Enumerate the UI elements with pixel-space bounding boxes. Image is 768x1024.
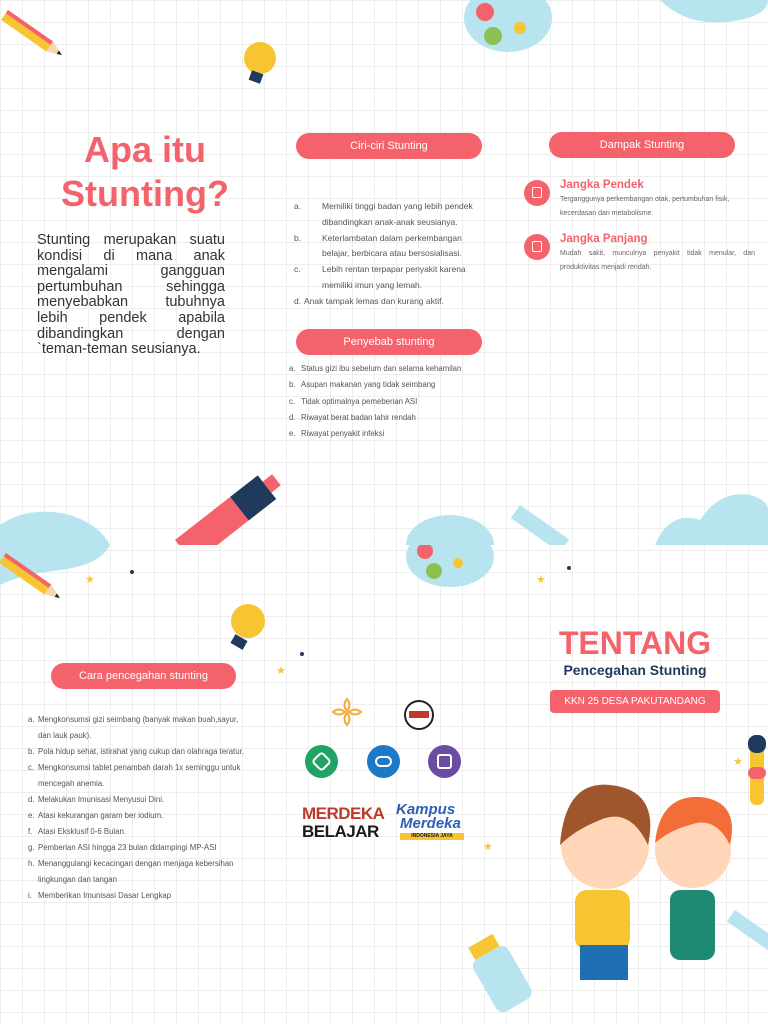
list-item: e. Riwayat penyakit infeksi [289,429,385,439]
penyebab-heading: Penyebab stunting [296,329,482,355]
list-item: e. Atasi kekurangan garam ber iodium. [28,811,164,820]
marker-icon [175,468,286,545]
lightbulb-icon [244,42,276,84]
list-item: i. Memberikan Imunisasi Dasar Lengkap [28,891,172,900]
dampak-item-text: Mudah sakit, munculnya penyakit tidak menular, dan produktivitas menjadi rendah. [560,250,755,271]
cloud-blob [655,494,768,545]
cloud-blob [660,0,768,23]
abacus-icon [748,735,766,805]
list-item: d. Anak tampak lemas dan kurang aktif. [294,295,444,306]
star-icon: ★ [733,756,743,768]
list-item: b. Asupan makanan yang tidak seimbang [289,380,436,390]
list-item: c. Tidak optimalnya pemeberian ASI [289,396,418,406]
program-logo-icon [305,745,338,778]
star-icon: ★ [276,665,286,677]
cover-subtitle: Pencegahan Stunting [563,662,707,678]
dampak-item-title: Jangka Panjang [560,233,648,245]
list-item: c. Lebih rentan terpapar penyakit karena memiliki imun yang lemah. [294,264,466,290]
title-line-2: Stunting? [61,173,229,214]
ciri-heading: Ciri-ciri Stunting [296,133,482,159]
list-item: a. Mengkonsumsi gizi seimbang (banyak makan buah,sayur, dan lauk pauk). [28,715,239,740]
intro-text: Stunting merupakan suatu kondisi di mana anak mengalami gangguan pertumbuhan sehingga menyebabkan tubuhnya lebih pendek apabila dibandingkan dengan `teman-teman seusianya. [37,232,225,358]
kampus-merdeka-logo [396,803,476,840]
cloud-blob [0,512,110,545]
list-item: a. Memiliki tinggi badan yang lebih pendek dibandingkan anak-anak seusianya. [294,201,473,227]
paint-palette-icon [464,0,552,52]
lightbulb-icon [230,604,265,650]
dampak-item-text: Terganggunya perkembangan otak, pertumbuhan fisik, kecerdasan dan metabolisme. [560,196,730,217]
dampak-heading: Dampak Stunting [549,132,735,158]
program-logo-icon [367,745,400,778]
star-icon: ★ [536,574,546,586]
kkn-badge: KKN 25 DESA PAKUTANDANG [550,690,720,713]
list-item: b. Keterlambatan dalam perkembangan belajar, berbicara atau bersosialisasi. [294,232,462,259]
calendar-icon [524,234,550,260]
list-item: d. Riwayat berat badan lahir rendah [289,412,416,422]
kampus-tagline: INDONESIA JAYA [400,833,464,840]
belajar-line: BELAJAR [302,822,379,841]
kids-illustration [560,785,732,980]
dampak-item-title: Jangka Pendek [560,179,644,191]
merdeka-line-2: Merdeka [400,815,461,832]
star-icon: ★ [85,574,95,586]
list-item: h. Menanggulangi kecacingan dengan menjaga kebersihan lingkungan dan tangan [28,859,234,884]
paint-palette-icon [406,545,494,587]
list-item: c. Mengkonsumsi tablet penambah darah 1x seminggu untuk mencegah anemia. [28,763,241,788]
list-item: d. Melakukan Imunisasi Menyusui Dini. [28,795,165,804]
program-logo-icon [428,745,461,778]
merdeka-belajar-logo [302,804,385,841]
title-line-1: Apa itu [84,129,206,170]
list-item: b. Pola hidup sehat, istirahat yang cukup dan olahraga teratur. [28,747,244,756]
list-item: g. Pemberian ASI hingga 23 bulan didampingi MP-ASI [28,843,217,852]
baby-bottle-icon [463,931,535,1015]
merdeka-line: MERDEKA [302,804,385,823]
university-logo-icon [330,697,364,727]
page-title [30,128,260,216]
pencil-icon [1,10,65,60]
ciri-list [294,199,484,310]
ruler-icon [511,505,569,545]
village-logo-icon [404,700,434,730]
kampus-line: Kampus [396,801,456,818]
star-icon: ★ [483,841,493,853]
calendar-icon [524,180,550,206]
penyebab-list [289,361,494,442]
pencegahan-list [28,712,248,904]
pencegahan-heading: Cara pencegahan stunting [51,663,236,689]
list-item: a. Status gizi ibu sebelum dan selama kehamilan [289,364,462,373]
cover-title: TENTANG [558,625,712,661]
list-item: f. Atasi Eksklusif 0-6 Bulan. [28,827,126,836]
